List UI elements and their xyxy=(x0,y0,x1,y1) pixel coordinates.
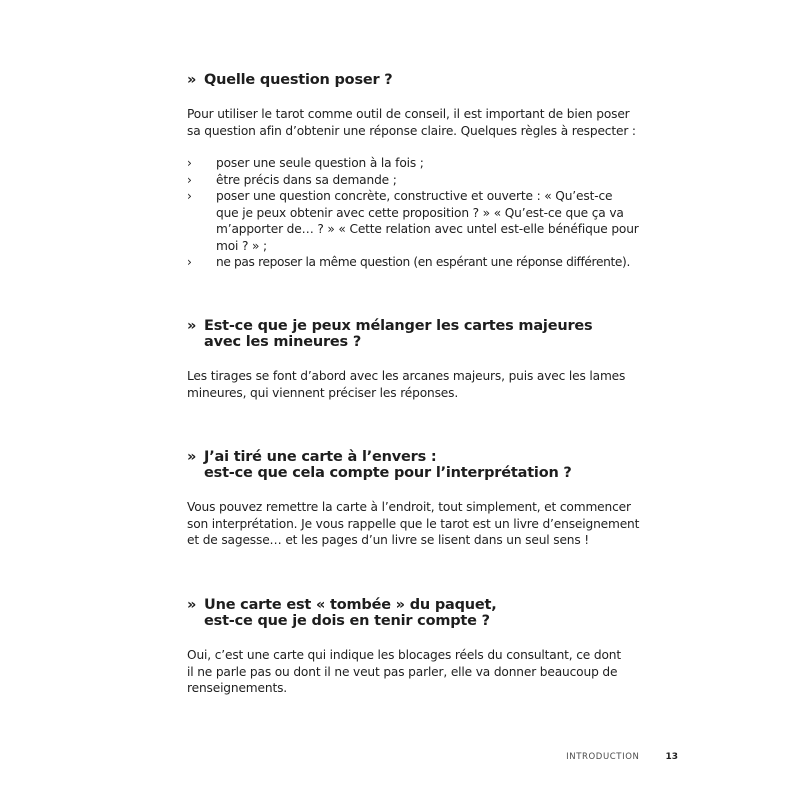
section-question-choice xyxy=(187,72,657,271)
paragraph-line: mineures, qui viennent préciser les réponses. xyxy=(187,385,459,400)
heading-text: est-ce que je dois en tenir compte ? xyxy=(204,613,490,629)
section-heading xyxy=(187,72,657,88)
heading-text: est-ce que cela compte pour l’interprétation ? xyxy=(204,465,572,481)
section-paragraph xyxy=(187,106,657,139)
list-item-text: que je peux obtenir avec cette proposition ? » « Qu’est-ce que ça va xyxy=(216,205,624,220)
paragraph-line: Oui, c’est une carte qui indique les blocages réels du consultant, ce dont xyxy=(187,648,621,662)
paragraph-line: Pour utiliser le tarot comme outil de conseil, il est important de bien poser xyxy=(187,107,630,121)
section-mixing-cards xyxy=(187,318,657,401)
heading-text: Quelle question poser ? xyxy=(204,72,393,88)
paragraph-line: son interprétation. Je vous rappelle que le tarot est un livre d’enseignement xyxy=(187,516,640,531)
heading-text: avec les mineures ? xyxy=(204,334,362,350)
list-item-text: poser une question concrète, constructive et ouverte : « Qu’est-ce xyxy=(216,189,613,203)
running-section-label: INTRODUCTION xyxy=(566,752,640,762)
section-paragraph xyxy=(187,499,657,549)
heading-marker: » xyxy=(187,72,197,88)
list-item xyxy=(187,254,657,271)
heading-text: Est-ce que je peux mélanger les cartes majeures xyxy=(204,318,593,334)
section-reversed-card xyxy=(187,449,657,549)
section-paragraph xyxy=(187,368,657,401)
list-item-text: poser une seule question à la fois ; xyxy=(216,156,424,170)
list-item-text: m’apporter de… ? » « Cette relation avec untel est-elle bénéfique pour xyxy=(216,222,639,236)
paragraph-line: Les tirages se font d’abord avec les arcanes majeurs, puis avec les lames xyxy=(187,369,626,383)
bullet-chevron-icon: › xyxy=(187,255,192,269)
paragraph-line: et de sagesse… et les pages d’un livre se lisent dans un seul sens ! xyxy=(187,533,590,547)
page-footer xyxy=(540,752,678,762)
heading-text: Une carte est « tombée » du paquet, xyxy=(204,597,497,613)
bullet-chevron-icon: › xyxy=(187,172,192,187)
section-heading xyxy=(187,318,657,350)
section-heading xyxy=(187,597,657,629)
bullet-chevron-icon: › xyxy=(187,189,192,203)
paragraph-line: sa question afin d’obtenir une réponse claire. Quelques règles à respecter : xyxy=(187,123,636,138)
list-item-text: moi ? » ; xyxy=(216,238,268,253)
list-item-text: ne pas reposer la même question (en espérant une réponse différente). xyxy=(216,255,630,269)
heading-marker: » xyxy=(187,318,197,334)
section-paragraph xyxy=(187,647,657,697)
heading-marker: » xyxy=(187,597,197,613)
heading-text: J’ai tiré une carte à l’envers : xyxy=(204,449,437,465)
heading-marker: » xyxy=(187,449,197,465)
paragraph-line: renseignements. xyxy=(187,681,288,695)
section-heading xyxy=(187,449,657,481)
rules-list xyxy=(187,155,657,271)
paragraph-line: Vous pouvez remettre la carte à l’endroit, tout simplement, et commencer xyxy=(187,500,631,514)
section-fallen-card xyxy=(187,597,657,697)
page-number: 13 xyxy=(665,752,678,762)
paragraph-line: il ne parle pas ou dont il ne veut pas parler, elle va donner beaucoup de xyxy=(187,664,618,679)
list-item-text: être précis dans sa demande ; xyxy=(216,172,397,187)
list-item xyxy=(187,172,657,189)
bullet-chevron-icon: › xyxy=(187,156,192,170)
list-item xyxy=(187,155,657,172)
list-item xyxy=(187,188,657,254)
